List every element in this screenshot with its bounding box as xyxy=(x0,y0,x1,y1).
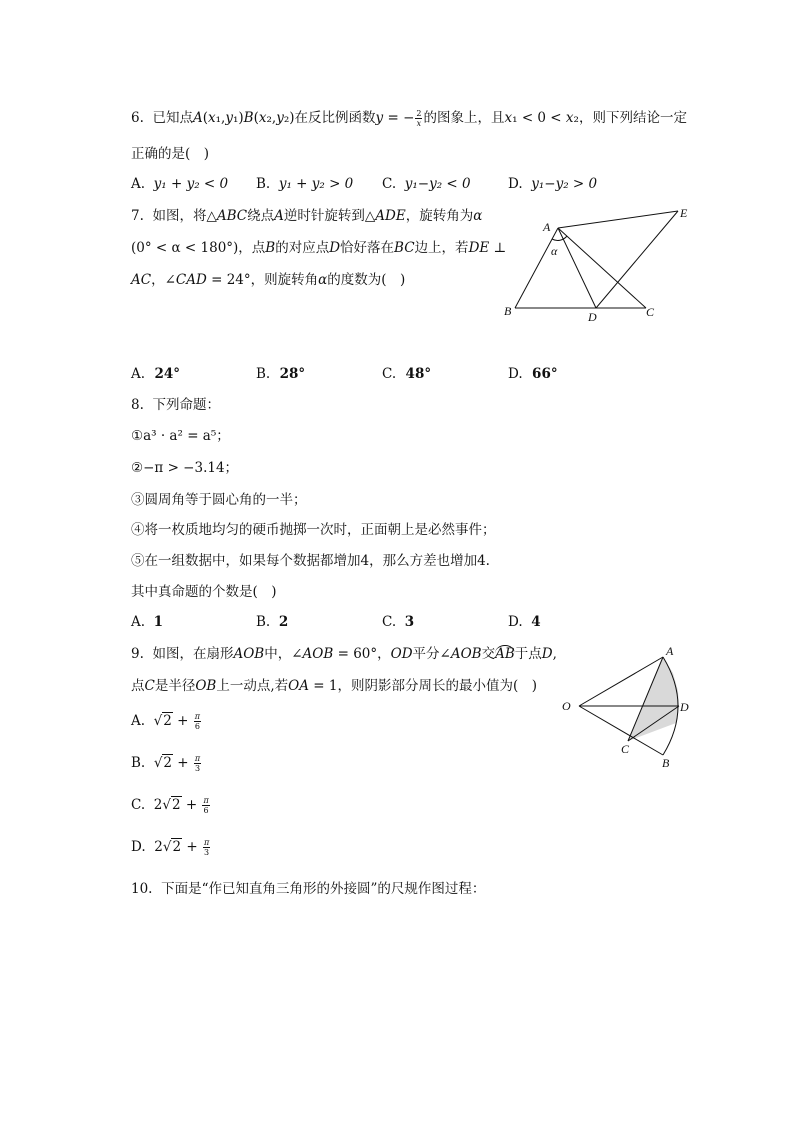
q9-shaded-region xyxy=(628,657,679,741)
q6-number: 6. xyxy=(131,110,144,126)
q10-line1: 10. 下面是“作已知直角三角形的外接圆”的尺规作图过程： xyxy=(131,881,486,897)
q6-option-b: B. y₁ + y₂ > 0 xyxy=(256,176,354,192)
q7-option-d: D. 66° xyxy=(508,366,558,382)
q8-option-d: D. 4 xyxy=(508,614,541,630)
q7-option-b: B. 28° xyxy=(256,366,306,382)
q9-option-a: A. √2 + $\frac{\pi}{6}$ xyxy=(131,712,201,731)
q6-line2: 正确的是( ) xyxy=(131,146,210,162)
q7-line3: AC，∠CAD = 24°，则旋转角α的度数为( ) xyxy=(131,272,406,288)
q9-option-b: B. √2 + $\frac{\pi}{3}$ xyxy=(131,754,201,773)
q7-option-c: C. 48° xyxy=(382,366,432,382)
q7-label-d: D xyxy=(588,310,597,324)
q6-option-c: C. y₁−y₂ < 0 xyxy=(382,176,471,192)
q8-question: 其中真命题的个数是( ) xyxy=(131,584,277,600)
q8-item-2: ②−π > −3.14； xyxy=(131,460,239,476)
q9-line1: 9. 如图，在扇形AOB中，∠AOB = 60°，OD平分∠AOB交AB于点D, xyxy=(131,646,557,662)
q7-label-alpha: α xyxy=(551,244,558,258)
q9-option-c: C. 2√2 + $\frac{\pi}{6}$ xyxy=(131,796,209,815)
q8-item-5: ⑤在一组数据中，如果每个数据都增加4，那么方差也增加4. xyxy=(131,553,490,569)
q8-item-1: ①a³ · a² = a⁵； xyxy=(131,428,230,444)
q7-line2: (0° < α < 180°)，点B的对应点D恰好落在BC边上，若DE ⊥ xyxy=(131,240,507,256)
q6-option-d: D. y₁−y₂ > 0 xyxy=(508,176,598,192)
q8-option-c: C. 3 xyxy=(382,614,415,630)
q7-option-a: A. 24° xyxy=(131,366,180,382)
q7-label-e: E xyxy=(680,206,688,220)
q9-label-b: B xyxy=(662,756,670,770)
q9-label-d: D xyxy=(680,700,689,714)
q8-option-a: A. 1 xyxy=(131,614,164,630)
q8-option-b: B. 2 xyxy=(256,614,289,630)
q8-item-4: ④将一枚质地均匀的硬币抛掷一次时，正面朝上是必然事件； xyxy=(131,522,496,538)
q6-line1: 6. 已知点A(x₁,y₁)B(x₂,y₂)在反比例函数y = − $\frac{2}{x}$ 的图象上，且x₁ < 0 < x₂，则下列结论一定 xyxy=(131,109,687,128)
q7-label-a: A xyxy=(543,220,551,234)
q7-line1: 7. 如图，将△ABC绕点A逆时针旋转到△ADE，旋转角为α xyxy=(131,208,483,224)
q8-intro: 8. 下列命题： xyxy=(131,397,220,413)
q7-figure xyxy=(495,205,715,325)
q9-line2: 点C是半径OB上一动点,若OA = 1，则阴影部分周长的最小值为( ) xyxy=(131,678,537,694)
q9-label-a: A xyxy=(666,644,674,658)
q7-label-b: B xyxy=(504,304,512,318)
q6-option-a: A. y₁ + y₂ < 0 xyxy=(131,176,229,192)
q8-item-3: ③圆周角等于圆心角的一半； xyxy=(131,492,307,508)
q9-figure xyxy=(558,643,708,773)
q9-label-c: C xyxy=(621,742,630,756)
q6-fraction: $\frac{2}{x}$ xyxy=(416,109,422,128)
q9-option-d: D. 2√2 + $\frac{\pi}{3}$ xyxy=(131,838,210,857)
q7-label-c: C xyxy=(646,305,655,319)
q9-label-o: O xyxy=(562,699,571,713)
